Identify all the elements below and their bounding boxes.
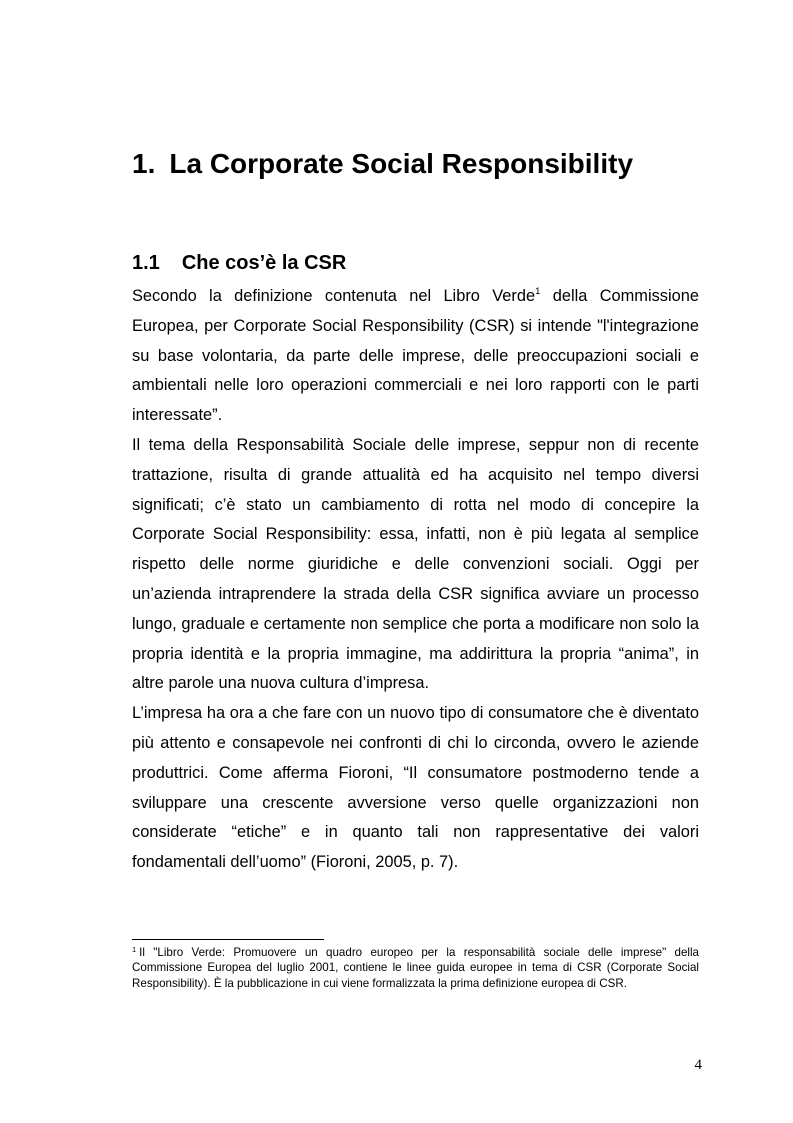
page-number: 4 [694,1057,702,1073]
chapter-title [132,144,633,184]
section-title-text: Che cos’è la CSR [181,252,347,274]
section-number: 1.1 [132,252,160,274]
footnote-divider [132,939,324,940]
paragraph-3: L’impresa ha ora a che fare con un nuovo tipo di consumatore che è diventato più attento e consapevole nei confronti di chi lo circonda, ovvero le aziende produttrici. Come afferma Fioroni, “Il consumatore postmoderno tende a sviluppare una crescente avversione verso quelle organizzazioni non considerate “etiche” e in quanto tali non rappresentative dei valori fondamentali dell’uomo” (Fioroni, 2005, p. 7). [132,704,699,872]
paragraph-1-lead: Secondo la definizione contenuta nel Libro Verde [132,287,536,305]
chapter-title-text: La Corporate Social Responsibility [169,148,634,179]
paragraph-2: Il tema della Responsabilità Sociale delle imprese, seppur non di recente trattazione, risulta di grande attualità ed ha acquisito nel tempo diversi significati; c’è stato un cambiamento di rotta nel modo di concepire la Corporate Social Responsibility: essa, infatti, non è più legata al semplice rispetto delle norme giuridiche e delle convenzioni sociali. Oggi per un’azienda intraprendere la strada della CSR significa avviare un processo lungo, graduale e certamente non semplice che porta a modificare non solo la propria identità e la propria immagine, ma addirittura la propria “anima”, in altre parole una nuova cultura d’impresa. [132,435,699,693]
section-title [132,248,346,278]
paragraph-1-rest: della Commissione Europea, per Corporate Social Responsibility (CSR) si intende "l'integrazione su base volontaria, da parte delle imprese, delle preoccupazioni sociali e ambientali nelle loro operazioni commerciali e nei loro rapporti con le parti interessate”. [132,287,699,425]
footnote-marker: 1 [132,945,137,954]
paragraph-1 [132,282,699,431]
footnote [132,945,699,991]
chapter-number: 1. [132,148,156,179]
footnote-reference[interactable]: 1 [535,286,541,297]
footnote-text: Il "Libro Verde: Promuovere un quadro europeo per la responsabilità sociale delle imprese" della Commissione Europea del luglio 2001, contiene le linee guida europee in tema di CSR (Corporate Social Responsibility). È la pubblicazione in cui viene formalizzata la prima definizione europea di CSR. [132,946,699,990]
body-text [132,282,699,878]
